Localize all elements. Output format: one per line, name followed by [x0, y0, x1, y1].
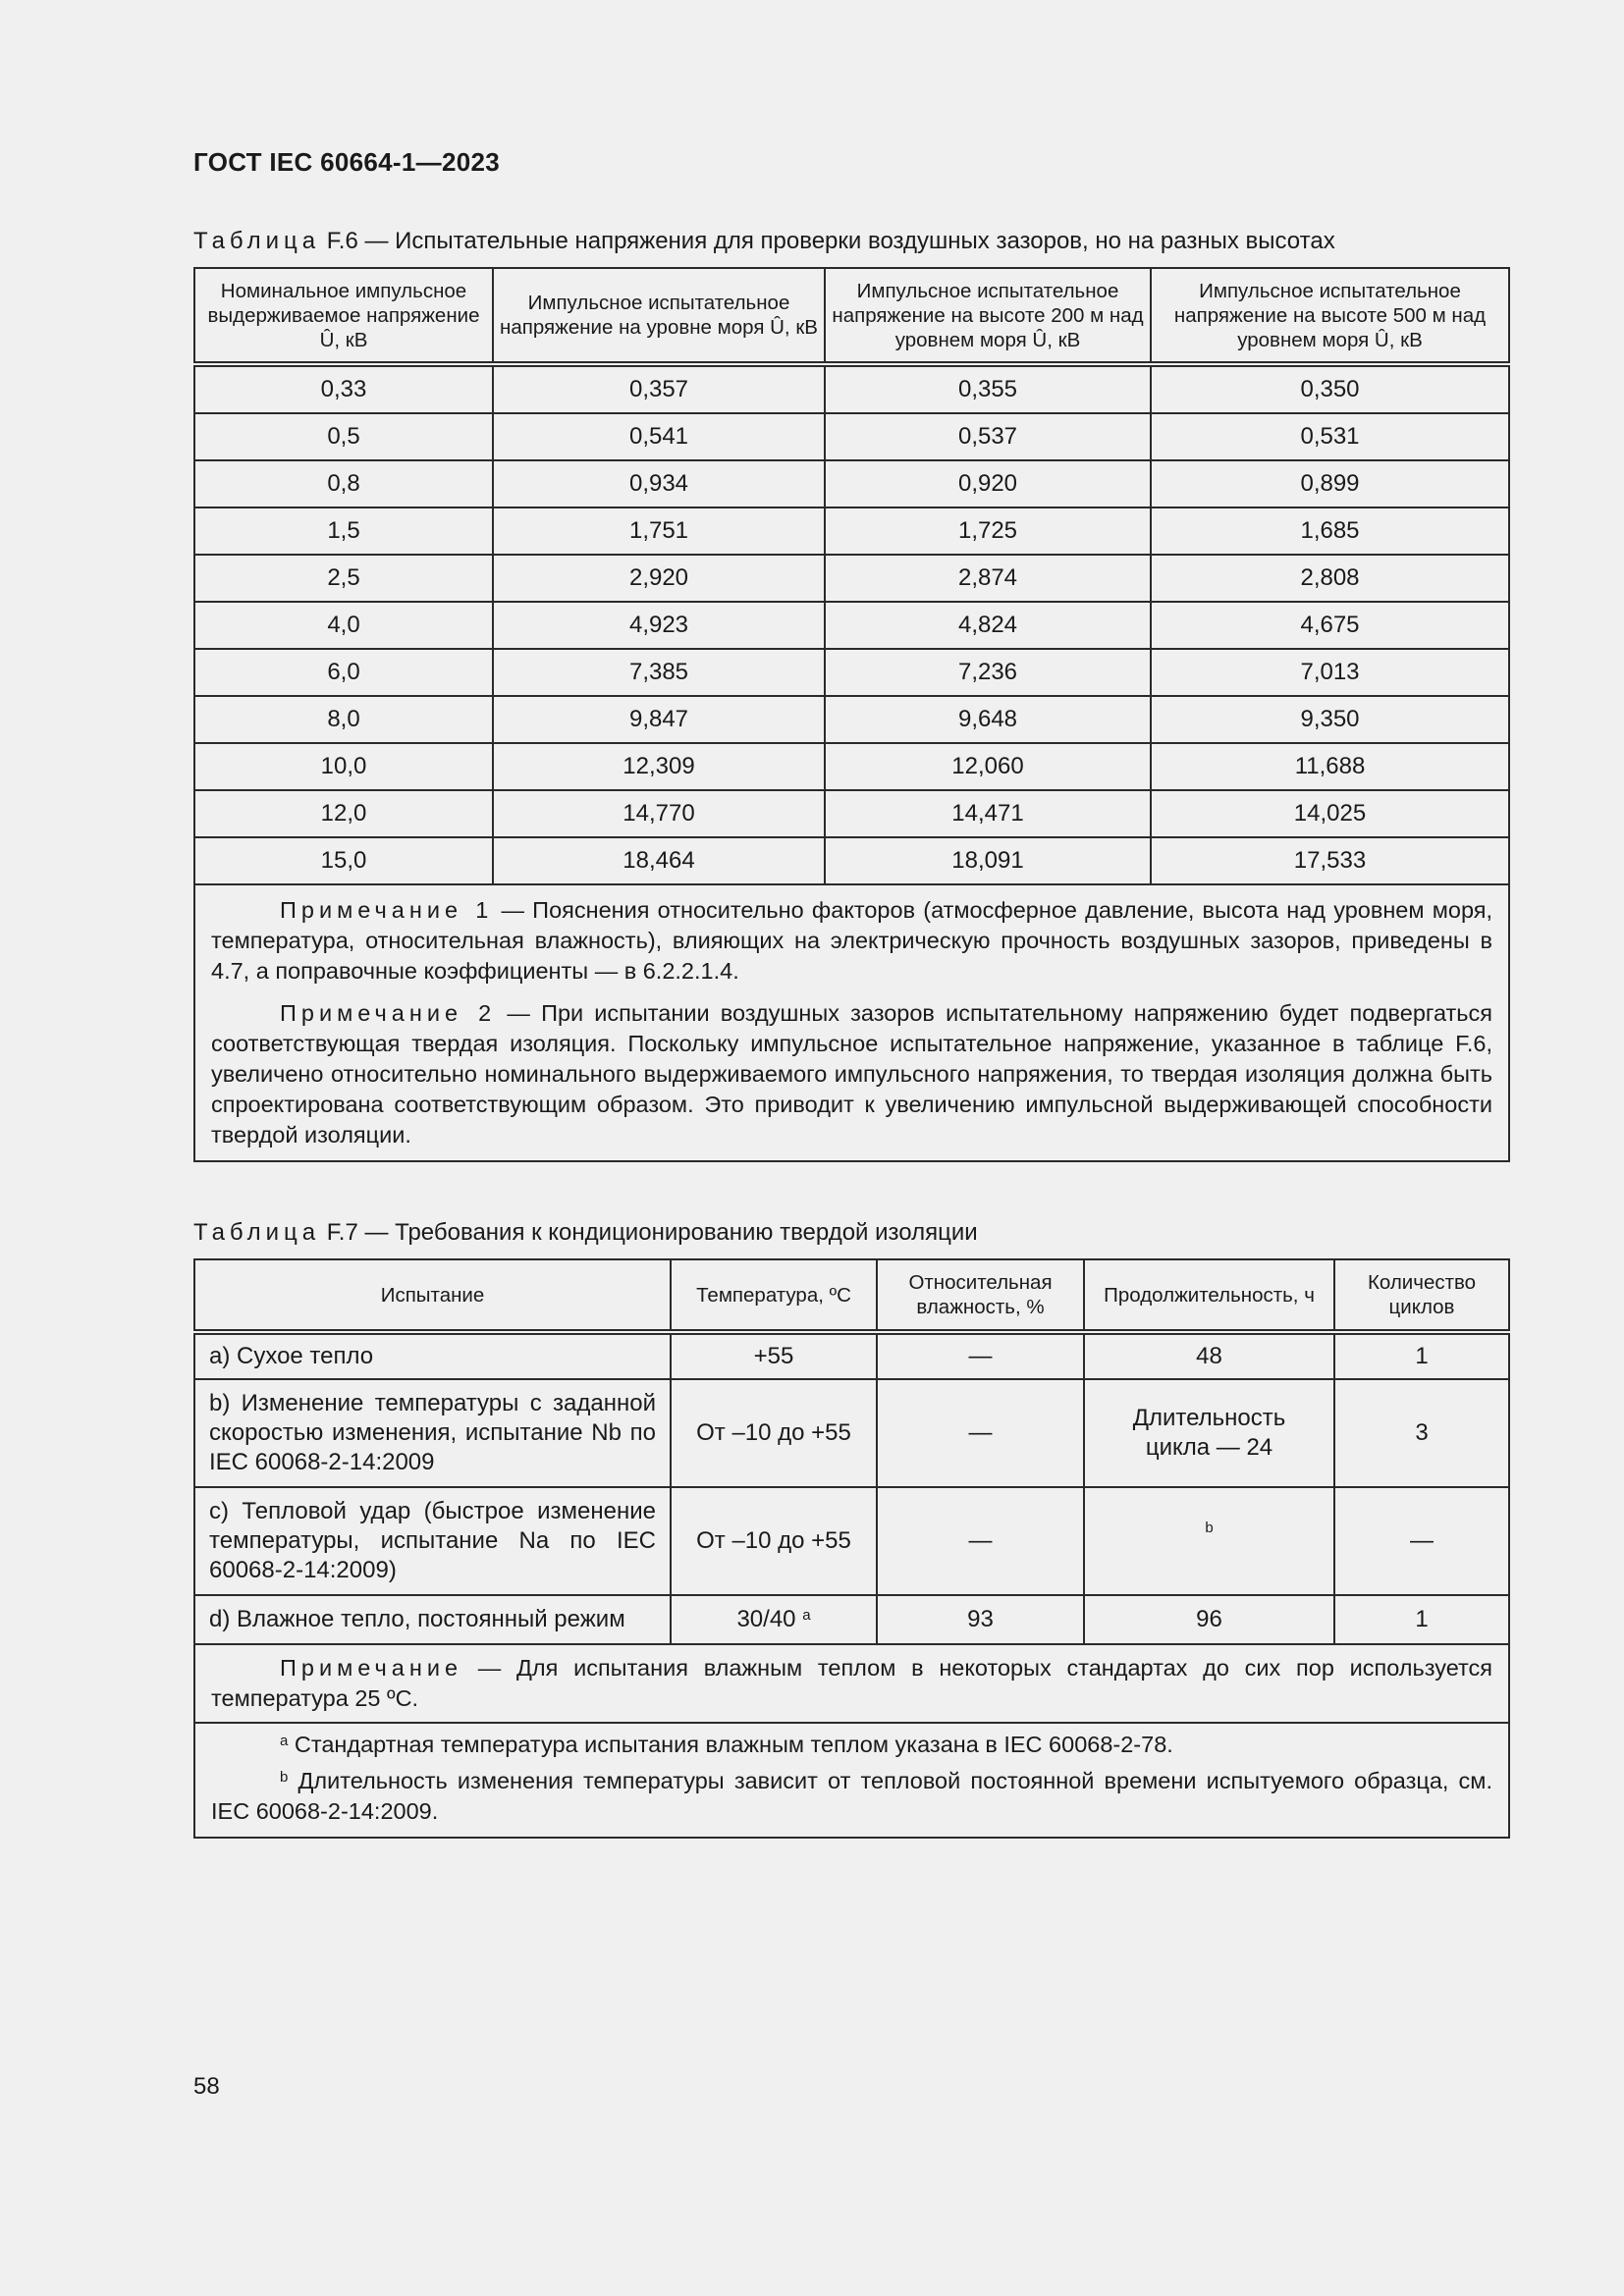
- table-cell: 1,725: [825, 507, 1151, 555]
- table-cell: 0,934: [493, 460, 825, 507]
- table-cell: 7,236: [825, 649, 1151, 696]
- column-header: Количество циклов: [1334, 1259, 1509, 1332]
- column-header: Номинальное импульсное выдерживаемое напряжение Û, кВ: [194, 268, 493, 364]
- note-2: [211, 998, 1492, 1150]
- note: [211, 1653, 1492, 1714]
- table-cell: 48: [1084, 1332, 1334, 1379]
- table-row: [194, 649, 1509, 696]
- column-header: Относительная влажность, %: [877, 1259, 1084, 1332]
- table-row: [194, 696, 1509, 743]
- table-cell: 1,685: [1151, 507, 1509, 555]
- footnote-a-text: Стандартная температура испытания влажным теплом указана в IEC 60068-2-78.: [288, 1732, 1173, 1757]
- table-cell: 18,091: [825, 837, 1151, 884]
- table-cell: 18,464: [493, 837, 825, 884]
- table-cell: 12,309: [493, 743, 825, 790]
- table-row: [194, 364, 1509, 413]
- table-cell: 12,060: [825, 743, 1151, 790]
- table-cell: 6,0: [194, 649, 493, 696]
- table-cell: 96: [1084, 1595, 1334, 1644]
- table-f7: [193, 1258, 1510, 1839]
- column-header: Температура, ºС: [671, 1259, 877, 1332]
- table-f6: [193, 267, 1510, 1162]
- table-cell: 1: [1334, 1332, 1509, 1379]
- table-row: [194, 1487, 1509, 1595]
- note-1-text: — Пояснения относительно факторов (атмосферное давление, высота над уровнем моря, температура, относительная влажность), влияющих на электрическую прочность воздушных зазоров, приведены в 4.7, а поправочные коэффициенты — в 6.2.2.1.4.: [211, 897, 1492, 984]
- table-f6-caption-text: F.6 — Испытательные напряжения для проверки воздушных зазоров, но на разных высотах: [320, 228, 1335, 254]
- table-cell-footnote-ref: b: [1084, 1487, 1334, 1595]
- table-f6-caption-prefix: Таблица: [193, 228, 321, 254]
- table-f6-notes: [194, 884, 1509, 1161]
- table-cell: 0,33: [194, 364, 493, 413]
- table-cell: От –10 до +55: [671, 1487, 877, 1595]
- table-cell: 14,770: [493, 790, 825, 837]
- table-row: [194, 460, 1509, 507]
- table-cell: 15,0: [194, 837, 493, 884]
- table-cell: 0,899: [1151, 460, 1509, 507]
- table-cell: 14,025: [1151, 790, 1509, 837]
- table-cell: 4,824: [825, 602, 1151, 649]
- column-header: Испытание: [194, 1259, 671, 1332]
- table-f7-caption-text: F.7 — Требования к кондиционированию твердой изоляции: [320, 1219, 978, 1246]
- footnote-b-text: Длительность изменения температуры зависит от тепловой постоянной времени испытуемого образца, см. IEC 60068-2-14:2009.: [211, 1768, 1492, 1824]
- table-cell: —: [877, 1332, 1084, 1379]
- document-header: ГОСТ IEC 60664-1—2023: [193, 147, 500, 177]
- table-cell: 9,350: [1151, 696, 1509, 743]
- note-text: — Для испытания влажным теплом в некоторых стандартах до сих пор используется температура 25 ºС.: [211, 1655, 1492, 1711]
- note-2-label: Примечание 2: [280, 1000, 497, 1026]
- table-cell: [671, 1595, 877, 1644]
- table-cell: а) Сухое тепло: [194, 1332, 671, 1379]
- table-cell: 0,350: [1151, 364, 1509, 413]
- table-cell: Длительность цикла — 24: [1084, 1379, 1334, 1487]
- column-header: Импульсное испытательное напряжение на уровне моря Û, кВ: [493, 268, 825, 364]
- footnote-b: [211, 1766, 1492, 1827]
- table-cell: —: [877, 1487, 1084, 1595]
- table-header-row: [194, 1259, 1509, 1332]
- footnote-ref: a: [802, 1607, 811, 1624]
- column-header: Продолжительность, ч: [1084, 1259, 1334, 1332]
- table-cell: 4,675: [1151, 602, 1509, 649]
- table-header-row: [194, 268, 1509, 364]
- table-cell: 10,0: [194, 743, 493, 790]
- table-row: [194, 555, 1509, 602]
- table-row: [194, 1595, 1509, 1644]
- table-cell: 11,688: [1151, 743, 1509, 790]
- table-row: [194, 602, 1509, 649]
- table-cell: 0,541: [493, 413, 825, 460]
- note-1: [211, 895, 1492, 987]
- table-row: [194, 790, 1509, 837]
- table-cell: d) Влажное тепло, постоянный режим: [194, 1595, 671, 1644]
- table-cell: 1,751: [493, 507, 825, 555]
- table-cell: 93: [877, 1595, 1084, 1644]
- table-f6-body: [194, 364, 1509, 884]
- table-cell: 0,8: [194, 460, 493, 507]
- table-row: [194, 837, 1509, 884]
- table-cell: 2,5: [194, 555, 493, 602]
- table-cell: От –10 до +55: [671, 1379, 877, 1487]
- table-f6-notes-row: [194, 884, 1509, 1161]
- table-cell: 14,471: [825, 790, 1151, 837]
- table-row: [194, 507, 1509, 555]
- table-cell: 0,5: [194, 413, 493, 460]
- table-cell: 9,648: [825, 696, 1151, 743]
- table-f7-note: [194, 1644, 1509, 1723]
- column-header: Импульсное испытательное напряжение на высоте 500 м над уровнем моря Û, кВ: [1151, 268, 1509, 364]
- table-cell: 1,5: [194, 507, 493, 555]
- note-label: Примечание: [280, 1655, 463, 1681]
- note-2-text: — При испытании воздушных зазоров испытательному напряжению будет подвергаться соответствующая твердая изоляция. Поскольку импульсное испытательное напряжение, указанное в таблице F.6, увеличено относительно номинального выдерживаемого импульсного напряжения, то твердая изоляция должна быть спроектирована соответствующим образом. Это приводит к увеличению импульсной выдерживающей способности твердой изоляции.: [211, 1000, 1492, 1148]
- table-f7-caption-prefix: Таблица: [193, 1219, 321, 1246]
- table-cell: 4,0: [194, 602, 493, 649]
- footnote-b-mark: b: [280, 1769, 289, 1786]
- table-cell: 0,920: [825, 460, 1151, 507]
- table-cell: 9,847: [493, 696, 825, 743]
- table-cell: 1: [1334, 1595, 1509, 1644]
- table-cell: —: [1334, 1487, 1509, 1595]
- table-cell: 0,531: [1151, 413, 1509, 460]
- table-cell: +55: [671, 1332, 877, 1379]
- table-f7-footnotes: [194, 1723, 1509, 1838]
- table-f6-caption: [193, 228, 1335, 255]
- cell-value: 30/40: [736, 1606, 796, 1632]
- footnote-a: [211, 1730, 1492, 1760]
- table-cell: 8,0: [194, 696, 493, 743]
- table-cell: 3: [1334, 1379, 1509, 1487]
- table-cell: 2,920: [493, 555, 825, 602]
- table-f7-footnotes-row: [194, 1723, 1509, 1838]
- page-number: 58: [193, 2073, 220, 2100]
- table-cell: —: [877, 1379, 1084, 1487]
- table-cell: 7,013: [1151, 649, 1509, 696]
- table-row: [194, 413, 1509, 460]
- table-cell: 4,923: [493, 602, 825, 649]
- table-cell: 2,808: [1151, 555, 1509, 602]
- table-cell: 0,357: [493, 364, 825, 413]
- table-cell: 0,537: [825, 413, 1151, 460]
- note-1-label: Примечание 1: [280, 897, 494, 923]
- table-row: [194, 1379, 1509, 1487]
- table-cell: b) Изменение температуры с заданной скоростью изменения, испытание Nb по IEC 60068-2-14:2009: [194, 1379, 671, 1487]
- table-f7-note-row: [194, 1644, 1509, 1723]
- table-f7-caption: [193, 1219, 978, 1247]
- table-cell: c) Тепловой удар (быстрое изменение температуры, испытание Na по IEC 60068-2-14:2009): [194, 1487, 671, 1595]
- table-cell: 2,874: [825, 555, 1151, 602]
- table-cell: 0,355: [825, 364, 1151, 413]
- table-row: [194, 743, 1509, 790]
- table-row: [194, 1332, 1509, 1379]
- column-header: Импульсное испытательное напряжение на высоте 200 м над уровнем моря Û, кВ: [825, 268, 1151, 364]
- table-cell: 7,385: [493, 649, 825, 696]
- table-cell: 12,0: [194, 790, 493, 837]
- table-cell: 17,533: [1151, 837, 1509, 884]
- footnote-a-mark: a: [280, 1733, 289, 1749]
